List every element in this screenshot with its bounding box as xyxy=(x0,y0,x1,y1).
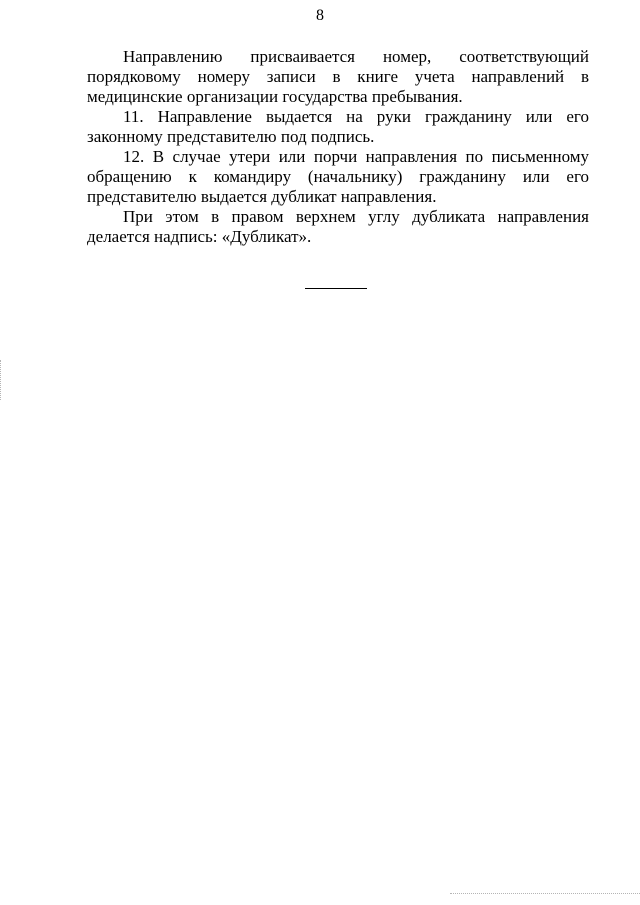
paragraph-duplicate-mark: При этом в правом верхнем углу дубликата направления делается надпись: «Дубликат». xyxy=(87,207,589,246)
paragraph-numbering: Направлению присваивается номер, соответствующий порядковому номеру записи в книге учета направлений в медицинские организации государства пребывания. xyxy=(87,47,589,106)
scan-edge-mark xyxy=(0,360,2,400)
end-separator-line xyxy=(305,288,367,289)
page-number: 8 xyxy=(316,7,324,24)
scan-edge-mark xyxy=(450,893,640,894)
document-body xyxy=(87,47,589,247)
paragraph-11: 11. Направление выдается на руки гражданину или его законному представителю под подпись. xyxy=(87,107,589,146)
paragraph-12: 12. В случае утери или порчи направления по письменному обращению к командиру (начальнику) гражданину или его представителю выдается дубликат направления. xyxy=(87,147,589,206)
